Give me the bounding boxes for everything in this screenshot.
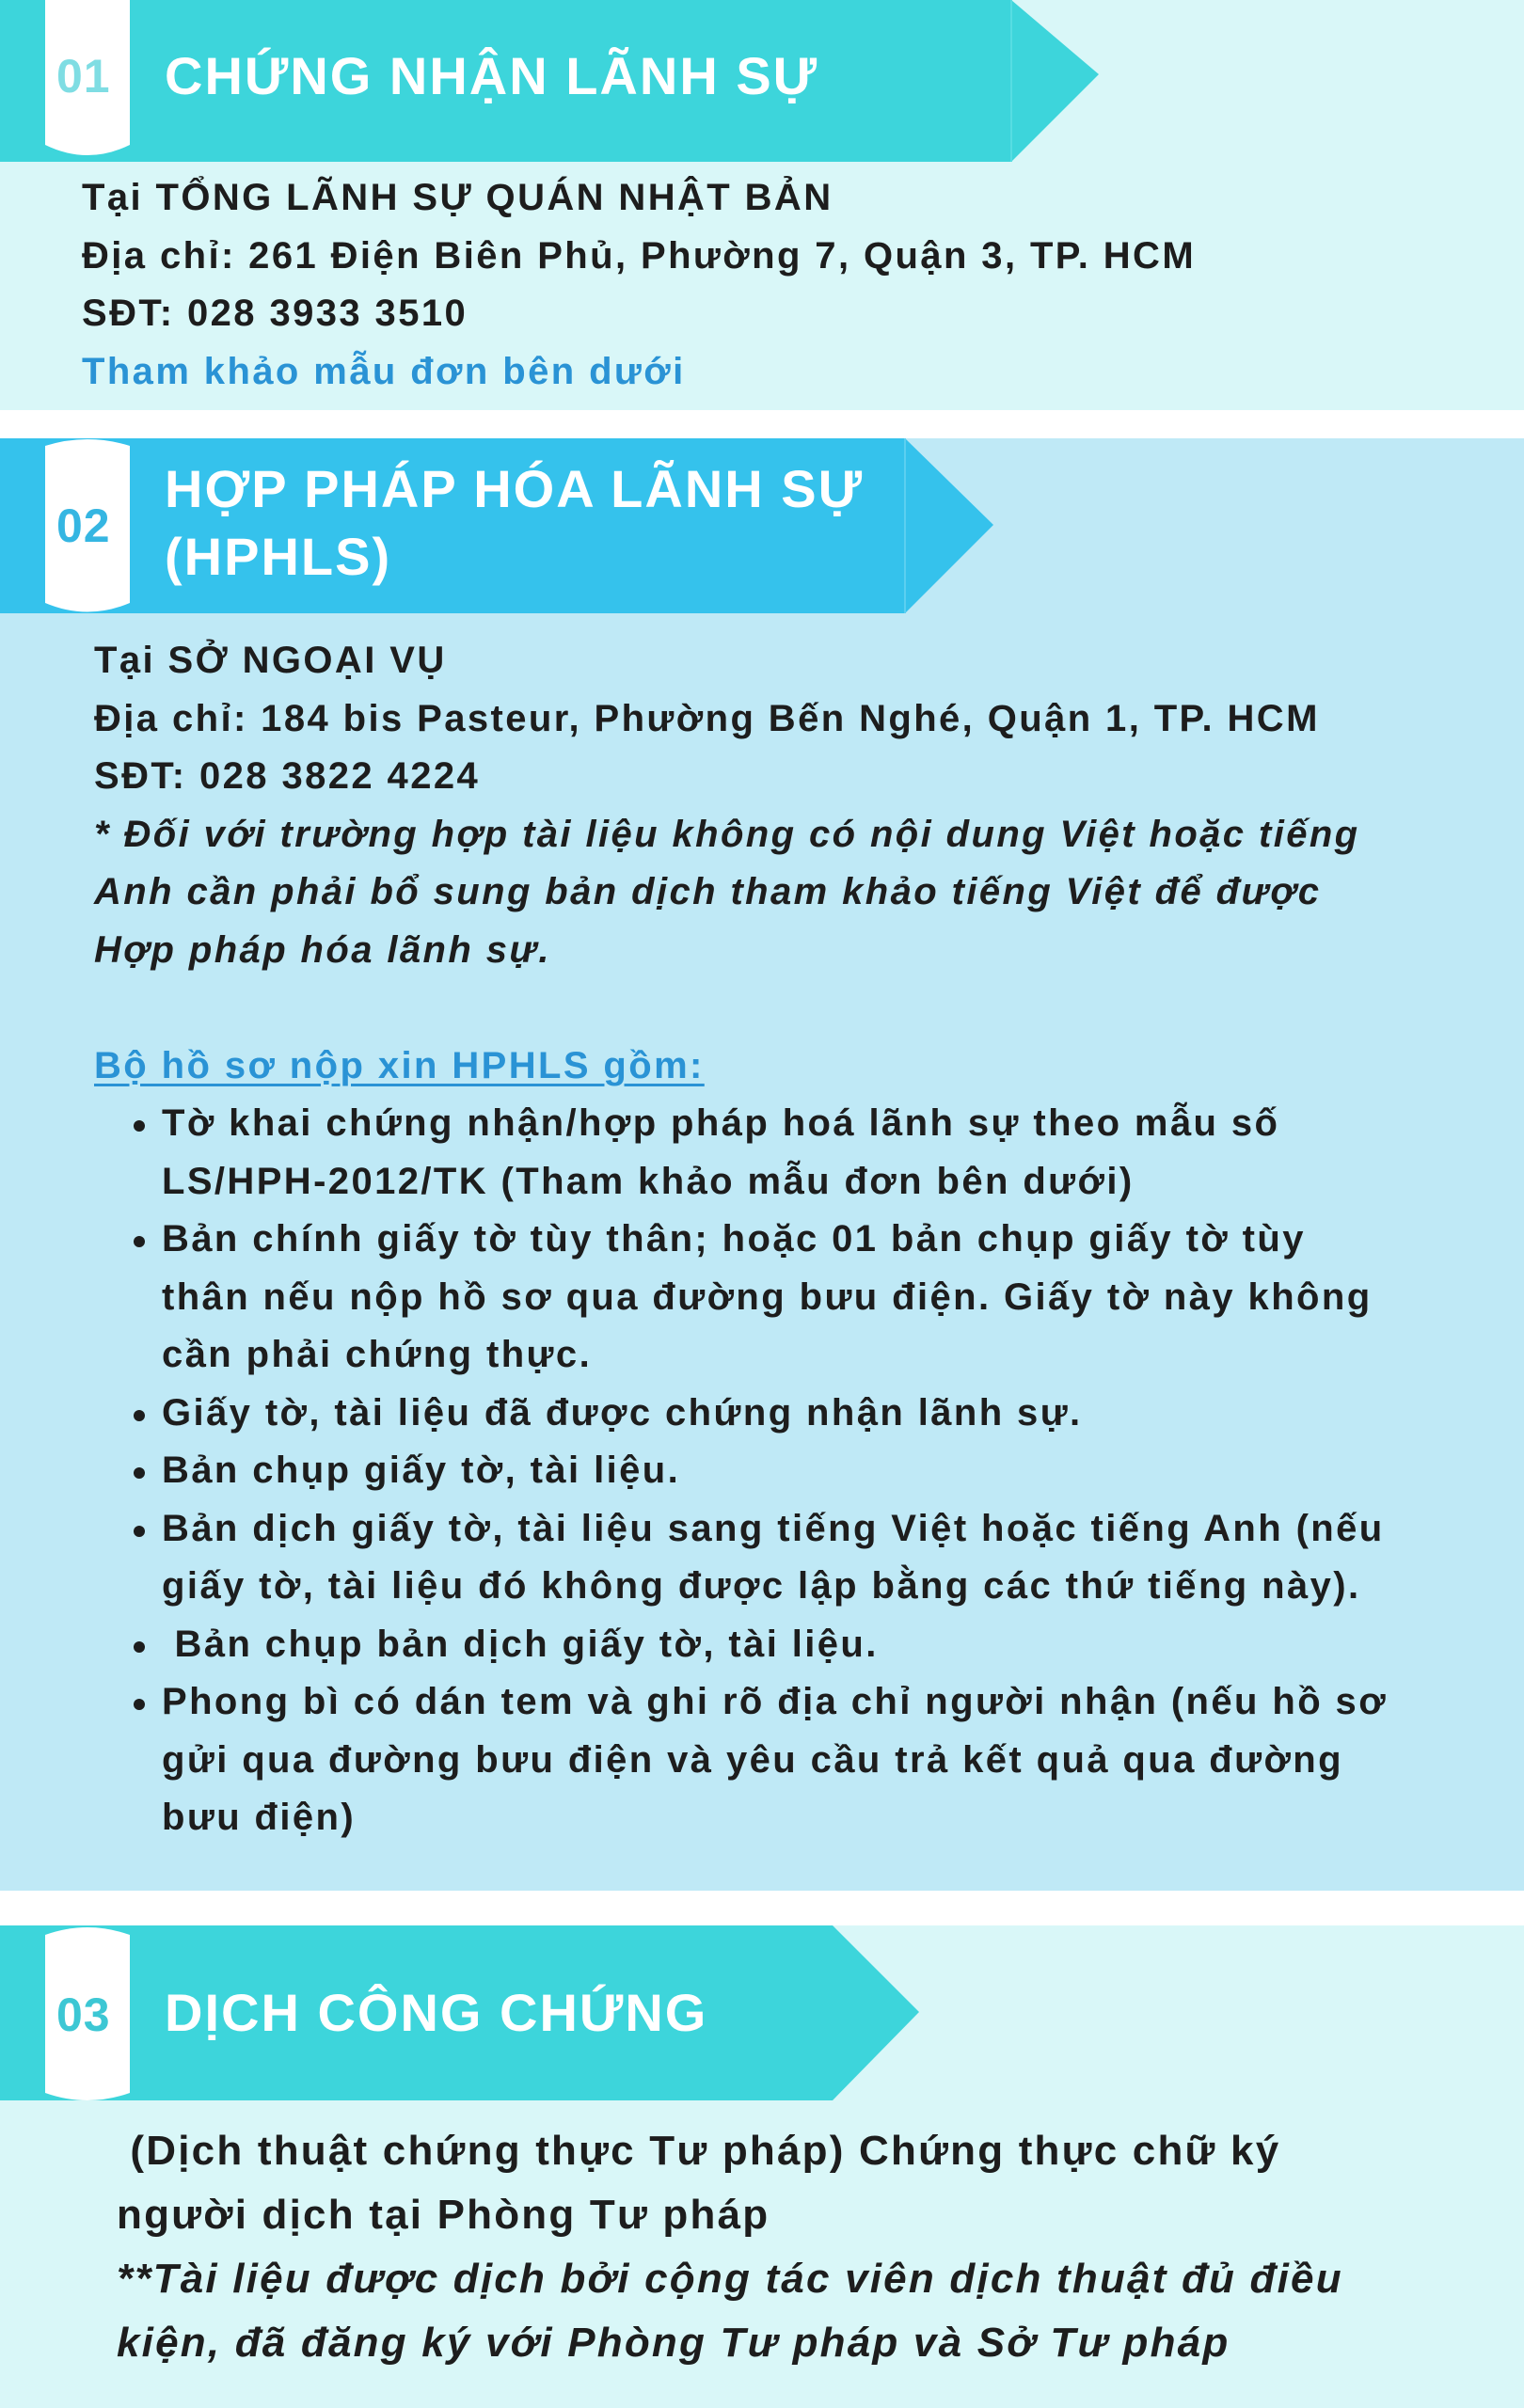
list-item — [94, 1211, 1388, 1385]
list-item-line: bưu điện) — [162, 1797, 357, 1838]
dossier-list-heading[interactable]: Bộ hồ sơ nộp xin HPHLS gồm: — [94, 1044, 705, 1086]
translator-note: **Tài liệu được dịch bởi cộng tác viên dịch thuật đủ điều — [117, 2256, 1343, 2302]
section-consular-legalization — [0, 438, 1524, 1891]
section-number-badge: 03 — [56, 1988, 111, 2041]
translation-note: Hợp pháp hóa lãnh sự. — [94, 928, 551, 971]
list-item-line: cần phải chứng thực. — [162, 1334, 593, 1375]
section-body — [117, 2119, 1343, 2375]
phone-line: SĐT: 028 3822 4224 — [94, 755, 481, 797]
list-item-line: Bản chụp bản dịch giấy tờ, tài liệu. — [162, 1623, 879, 1665]
service-description: người dịch tại Phòng Tư pháp — [117, 2192, 770, 2238]
phone-line: SĐT: 028 3933 3510 — [82, 293, 468, 334]
blank-line — [94, 979, 1388, 1038]
section-title-line2: (HPHLS) — [165, 527, 392, 586]
translation-note: Anh cần phải bổ sung bản dịch tham khảo tiếng Việt để được — [94, 871, 1322, 912]
translation-note: * Đối với trường hợp tài liệu không có nội dung Việt hoặc tiếng — [94, 813, 1360, 855]
sample-form-link[interactable]: Tham khảo mẫu đơn bên dưới — [82, 350, 686, 392]
section-notarized-translation — [0, 1925, 1524, 2408]
list-item — [94, 1673, 1388, 1847]
list-item-line: Giấy tờ, tài liệu đã được chứng nhận lãnh sự. — [162, 1391, 1083, 1434]
list-item — [94, 1095, 1388, 1211]
section-title: DỊCH CÔNG CHỨNG — [165, 1983, 708, 2042]
list-item — [94, 1616, 1388, 1674]
list-item — [94, 1500, 1388, 1616]
list-item-line: Phong bì có dán tem và ghi rõ địa chỉ người nhận (nếu hồ sơ — [162, 1681, 1389, 1722]
list-item-line: Tờ khai chứng nhận/hợp pháp hoá lãnh sự theo mẫu số — [162, 1102, 1280, 1144]
section-body — [94, 632, 1388, 1847]
dossier-list — [94, 1095, 1388, 1847]
section-banner — [0, 438, 997, 613]
list-item — [94, 1442, 1388, 1500]
list-item-line: gửi qua đường bưu điện và yêu cầu trả kết quả qua đường — [162, 1738, 1343, 1781]
location-line: Tại TỔNG LÃNH SỰ QUÁN NHẬT BẢN — [82, 177, 833, 218]
list-item-line: giấy tờ, tài liệu đó không được lập bằng các thứ tiếng này). — [162, 1565, 1361, 1607]
address-line: Địa chỉ: 261 Điện Biên Phủ, Phường 7, Quận 3, TP. HCM — [82, 234, 1197, 277]
list-item-line: thân nếu nộp hồ sơ qua đường bưu điện. Giấy tờ này không — [162, 1275, 1373, 1318]
list-item-line: LS/HPH-2012/TK (Tham khảo mẫu đơn bên dưới) — [162, 1160, 1135, 1202]
section-consular-certification — [0, 0, 1524, 410]
section-body — [82, 169, 1196, 401]
translator-note: kiện, đã đăng ký với Phòng Tư pháp và Sở Tư pháp — [117, 2320, 1230, 2366]
list-item-line: Bản chụp giấy tờ, tài liệu. — [162, 1450, 681, 1491]
list-item-line: Bản dịch giấy tờ, tài liệu sang tiếng Việt hoặc tiếng Anh (nếu — [162, 1507, 1385, 1549]
section-title: CHỨNG NHẬN LÃNH SỰ — [165, 46, 819, 105]
section-number-badge: 01 — [56, 50, 111, 103]
location-line: Tại SỞ NGOẠI VỤ — [94, 640, 447, 681]
section-banner — [0, 0, 1101, 162]
section-banner — [0, 1925, 922, 2100]
section-number-badge: 02 — [56, 499, 111, 552]
service-description: (Dịch thuật chứng thực Tư pháp) Chứng thực chữ ký — [117, 2128, 1281, 2174]
list-item-line: Bản chính giấy tờ tùy thân; hoặc 01 bản chụp giấy tờ tùy — [162, 1218, 1306, 1259]
address-line: Địa chỉ: 184 bis Pasteur, Phường Bến Nghé, Quận 1, TP. HCM — [94, 697, 1320, 739]
section-title-line1: HỢP PHÁP HÓA LÃNH SỰ — [165, 459, 865, 518]
list-item — [94, 1385, 1388, 1443]
